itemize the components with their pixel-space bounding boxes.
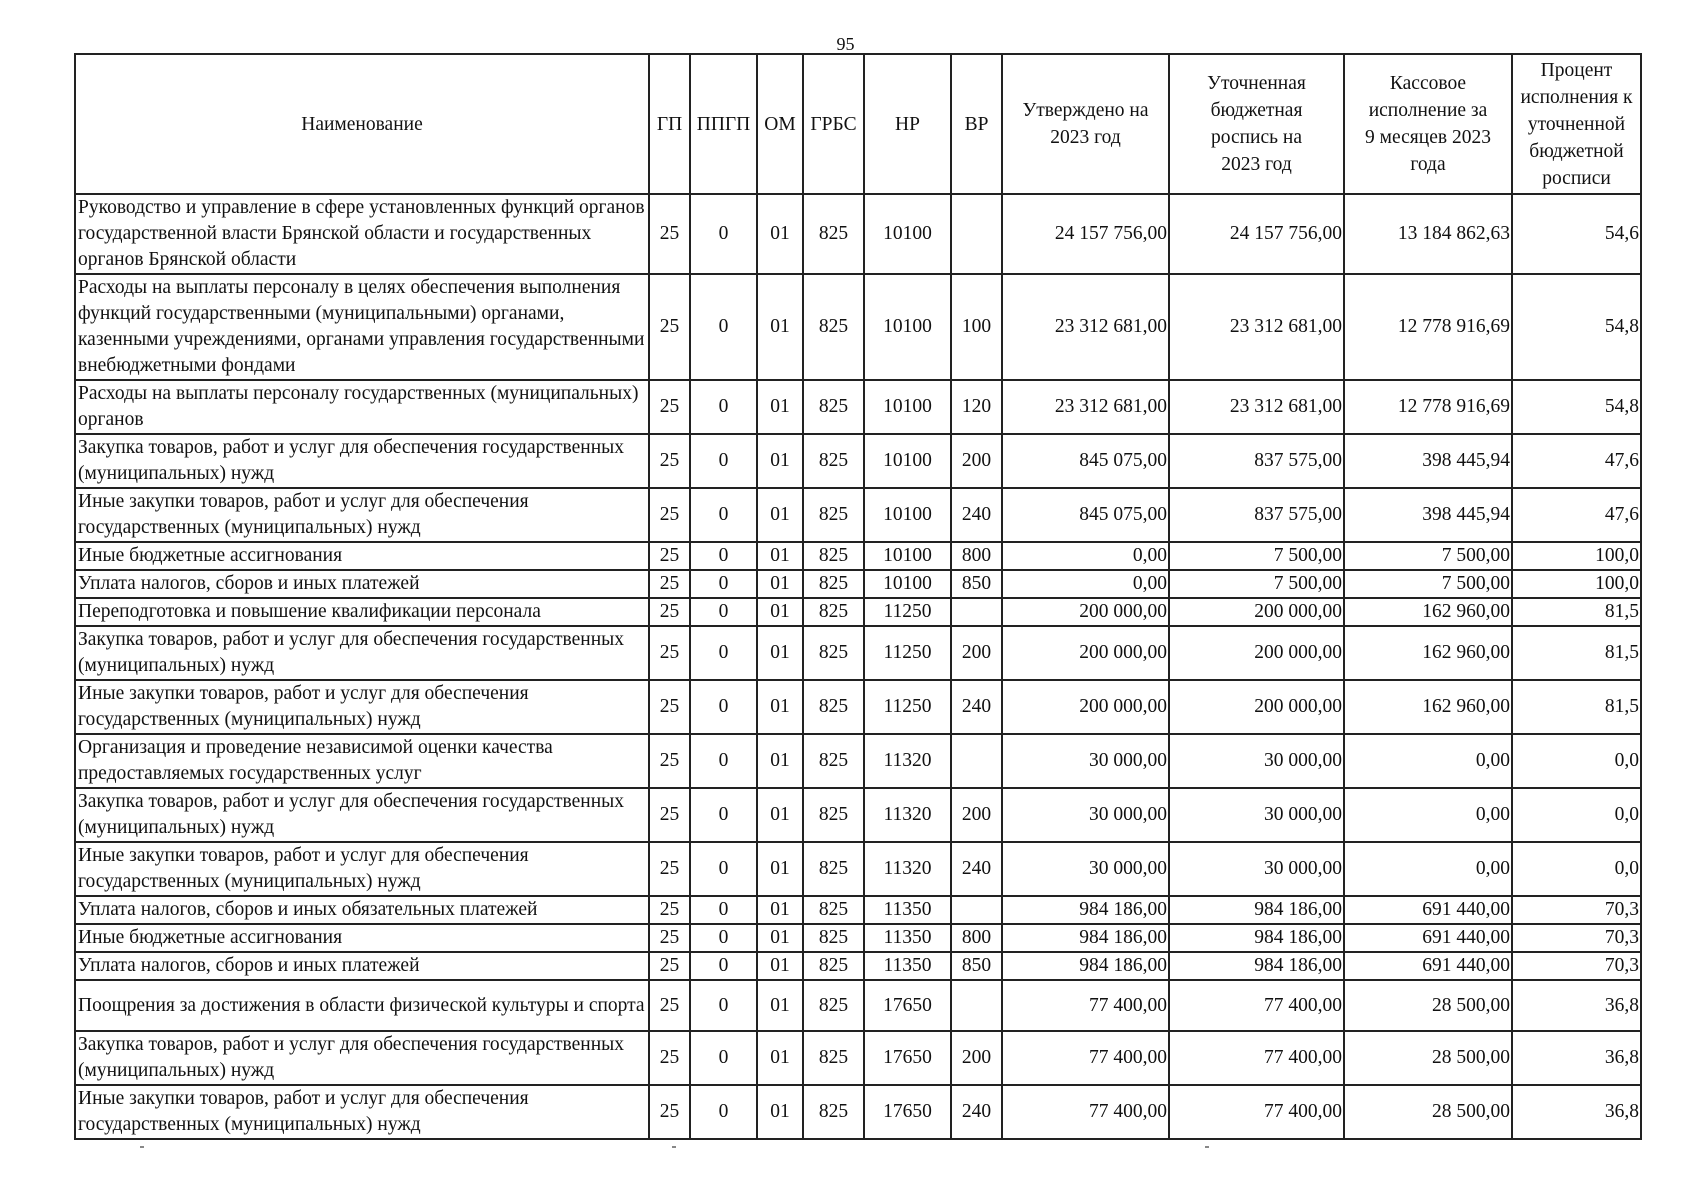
cell-refined: 30 000,00	[1169, 734, 1344, 788]
cell-grbs: 825	[803, 842, 864, 896]
cell-om: 01	[757, 488, 803, 542]
table-row	[75, 598, 1641, 626]
cell-name: Иные бюджетные ассигнования	[75, 924, 649, 952]
cell-name: Закупка товаров, работ и услуг для обеспечения государственных (муниципальных) нужд	[75, 434, 649, 488]
cell-percent: 100,0	[1512, 570, 1641, 598]
cell-percent: 36,8	[1512, 980, 1641, 1031]
cell-refined: 837 575,00	[1169, 488, 1344, 542]
header-ppgp: ППГП	[690, 54, 757, 194]
cell-approved: 984 186,00	[1002, 952, 1169, 980]
table-row	[75, 952, 1641, 980]
cell-gp: 25	[649, 788, 690, 842]
cell-nr: 11350	[864, 924, 951, 952]
cell-ppgp: 0	[690, 380, 757, 434]
cell-om: 01	[757, 842, 803, 896]
table-row	[75, 1085, 1641, 1139]
cell-vr: 200	[951, 1031, 1002, 1085]
table-row	[75, 274, 1641, 380]
cell-grbs: 825	[803, 274, 864, 380]
cell-nr: 10100	[864, 488, 951, 542]
table-row	[75, 734, 1641, 788]
cell-percent: 100,0	[1512, 542, 1641, 570]
cell-name: Уплата налогов, сборов и иных платежей	[75, 570, 649, 598]
cell-gp: 25	[649, 924, 690, 952]
cell-name: Поощрения за достижения в области физической культуры и спорта	[75, 980, 649, 1031]
cell-nr: 10100	[864, 274, 951, 380]
cell-ppgp: 0	[690, 1085, 757, 1139]
cell-cash: 12 778 916,69	[1344, 380, 1512, 434]
cell-vr	[951, 194, 1002, 274]
table-header-row	[75, 54, 1641, 194]
cell-approved: 200 000,00	[1002, 680, 1169, 734]
table-row	[75, 194, 1641, 274]
cell-gp: 25	[649, 542, 690, 570]
cell-name: Расходы на выплаты персоналу в целях обеспечения выполнения функций государственными (муниципальными) органами, казенными учреждениями, органами управления государственными внебюджетными фондами	[75, 274, 649, 380]
cell-om: 01	[757, 1085, 803, 1139]
cell-percent: 54,8	[1512, 380, 1641, 434]
cell-ppgp: 0	[690, 896, 757, 924]
header-refined: Уточненная бюджетная роспись на 2023 год	[1169, 54, 1344, 194]
cell-vr	[951, 896, 1002, 924]
cell-om: 01	[757, 924, 803, 952]
cell-vr: 200	[951, 626, 1002, 680]
cell-percent: 36,8	[1512, 1085, 1641, 1139]
header-vr: ВР	[951, 54, 1002, 194]
cell-percent: 54,6	[1512, 194, 1641, 274]
cell-approved: 845 075,00	[1002, 488, 1169, 542]
header-gp: ГП	[649, 54, 690, 194]
cell-cash: 12 778 916,69	[1344, 274, 1512, 380]
cell-ppgp: 0	[690, 924, 757, 952]
cell-cash: 28 500,00	[1344, 1031, 1512, 1085]
cell-percent: 70,3	[1512, 924, 1641, 952]
cell-approved: 0,00	[1002, 542, 1169, 570]
cell-approved: 23 312 681,00	[1002, 380, 1169, 434]
cell-om: 01	[757, 542, 803, 570]
cell-approved: 30 000,00	[1002, 734, 1169, 788]
cell-gp: 25	[649, 570, 690, 598]
cell-ppgp: 0	[690, 488, 757, 542]
cell-refined: 200 000,00	[1169, 598, 1344, 626]
header-om: ОМ	[757, 54, 803, 194]
cell-om: 01	[757, 1031, 803, 1085]
cell-om: 01	[757, 952, 803, 980]
cell-approved: 984 186,00	[1002, 896, 1169, 924]
cell-cash: 28 500,00	[1344, 1085, 1512, 1139]
cell-om: 01	[757, 734, 803, 788]
cell-gp: 25	[649, 488, 690, 542]
cell-gp: 25	[649, 1085, 690, 1139]
cell-ppgp: 0	[690, 680, 757, 734]
table-row	[75, 980, 1641, 1031]
cell-cash: 691 440,00	[1344, 952, 1512, 980]
cell-om: 01	[757, 980, 803, 1031]
cell-name: Иные бюджетные ассигнования	[75, 542, 649, 570]
cell-om: 01	[757, 274, 803, 380]
cell-name: Переподготовка и повышение квалификации персонала	[75, 598, 649, 626]
cell-gp: 25	[649, 680, 690, 734]
cell-refined: 200 000,00	[1169, 680, 1344, 734]
cell-gp: 25	[649, 1031, 690, 1085]
cell-percent: 81,5	[1512, 598, 1641, 626]
cell-gp: 25	[649, 626, 690, 680]
cell-refined: 30 000,00	[1169, 842, 1344, 896]
cell-cash: 398 445,94	[1344, 488, 1512, 542]
table-row	[75, 626, 1641, 680]
cell-vr: 100	[951, 274, 1002, 380]
cell-nr: 11320	[864, 734, 951, 788]
cell-nr: 11250	[864, 598, 951, 626]
table-row	[75, 924, 1641, 952]
cell-cash: 162 960,00	[1344, 598, 1512, 626]
cell-name: Иные закупки товаров, работ и услуг для обеспечения государственных (муниципальных) нужд	[75, 842, 649, 896]
header-nr: НР	[864, 54, 951, 194]
cell-vr: 200	[951, 788, 1002, 842]
cell-name: Иные закупки товаров, работ и услуг для обеспечения государственных (муниципальных) нужд	[75, 1085, 649, 1139]
cell-name: Руководство и управление в сфере установленных функций органов государственной власти Брянской области и государственных органов Брянской области	[75, 194, 649, 274]
cell-name: Уплата налогов, сборов и иных платежей	[75, 952, 649, 980]
cell-percent: 70,3	[1512, 952, 1641, 980]
cell-vr: 850	[951, 570, 1002, 598]
cell-nr: 17650	[864, 980, 951, 1031]
cell-om: 01	[757, 570, 803, 598]
cell-approved: 200 000,00	[1002, 626, 1169, 680]
cell-gp: 25	[649, 194, 690, 274]
cell-ppgp: 0	[690, 952, 757, 980]
cell-nr: 17650	[864, 1031, 951, 1085]
cell-approved: 77 400,00	[1002, 1085, 1169, 1139]
cell-refined: 77 400,00	[1169, 980, 1344, 1031]
cell-refined: 984 186,00	[1169, 924, 1344, 952]
cell-om: 01	[757, 380, 803, 434]
cell-om: 01	[757, 598, 803, 626]
cell-nr: 17650	[864, 1085, 951, 1139]
cell-gp: 25	[649, 380, 690, 434]
cell-gp: 25	[649, 896, 690, 924]
table-row	[75, 434, 1641, 488]
cell-cash: 0,00	[1344, 842, 1512, 896]
cell-cash: 0,00	[1344, 788, 1512, 842]
cell-refined: 77 400,00	[1169, 1031, 1344, 1085]
cell-refined: 837 575,00	[1169, 434, 1344, 488]
cell-om: 01	[757, 896, 803, 924]
cell-nr: 10100	[864, 434, 951, 488]
cell-percent: 0,0	[1512, 842, 1641, 896]
cell-ppgp: 0	[690, 194, 757, 274]
cell-om: 01	[757, 788, 803, 842]
cell-approved: 24 157 756,00	[1002, 194, 1169, 274]
cell-cash: 28 500,00	[1344, 980, 1512, 1031]
cell-vr: 240	[951, 488, 1002, 542]
cell-grbs: 825	[803, 734, 864, 788]
cell-nr: 10100	[864, 380, 951, 434]
cell-grbs: 825	[803, 488, 864, 542]
cell-cash: 7 500,00	[1344, 542, 1512, 570]
cell-ppgp: 0	[690, 1031, 757, 1085]
cell-nr: 10100	[864, 194, 951, 274]
cell-cash: 691 440,00	[1344, 924, 1512, 952]
cell-gp: 25	[649, 598, 690, 626]
cell-grbs: 825	[803, 194, 864, 274]
cell-cash: 13 184 862,63	[1344, 194, 1512, 274]
cell-gp: 25	[649, 434, 690, 488]
scan-mark	[140, 1146, 144, 1148]
cell-name: Закупка товаров, работ и услуг для обеспечения государственных (муниципальных) нужд	[75, 626, 649, 680]
cell-nr: 11320	[864, 842, 951, 896]
cell-om: 01	[757, 626, 803, 680]
cell-grbs: 825	[803, 952, 864, 980]
cell-cash: 162 960,00	[1344, 680, 1512, 734]
cell-ppgp: 0	[690, 626, 757, 680]
cell-grbs: 825	[803, 1031, 864, 1085]
cell-vr: 120	[951, 380, 1002, 434]
cell-ppgp: 0	[690, 598, 757, 626]
cell-approved: 30 000,00	[1002, 842, 1169, 896]
cell-approved: 845 075,00	[1002, 434, 1169, 488]
cell-approved: 77 400,00	[1002, 1031, 1169, 1085]
cell-percent: 0,0	[1512, 788, 1641, 842]
cell-gp: 25	[649, 952, 690, 980]
cell-approved: 984 186,00	[1002, 924, 1169, 952]
cell-grbs: 825	[803, 680, 864, 734]
budget-table	[74, 53, 1642, 1140]
header-grbs: ГРБС	[803, 54, 864, 194]
cell-refined: 23 312 681,00	[1169, 274, 1344, 380]
table-row	[75, 570, 1641, 598]
cell-percent: 81,5	[1512, 626, 1641, 680]
cell-ppgp: 0	[690, 570, 757, 598]
cell-grbs: 825	[803, 980, 864, 1031]
cell-approved: 30 000,00	[1002, 788, 1169, 842]
cell-cash: 0,00	[1344, 734, 1512, 788]
table-row	[75, 896, 1641, 924]
cell-grbs: 825	[803, 896, 864, 924]
cell-percent: 0,0	[1512, 734, 1641, 788]
cell-cash: 691 440,00	[1344, 896, 1512, 924]
cell-gp: 25	[649, 734, 690, 788]
table-body	[75, 194, 1641, 1139]
cell-vr	[951, 980, 1002, 1031]
cell-refined: 7 500,00	[1169, 542, 1344, 570]
cell-vr: 200	[951, 434, 1002, 488]
header-name: Наименование	[75, 54, 649, 194]
cell-refined: 984 186,00	[1169, 952, 1344, 980]
cell-percent: 47,6	[1512, 434, 1641, 488]
cell-cash: 398 445,94	[1344, 434, 1512, 488]
cell-nr: 11250	[864, 680, 951, 734]
header-percent: Процент исполнения к уточненной бюджетной росписи	[1512, 54, 1641, 194]
cell-grbs: 825	[803, 570, 864, 598]
cell-approved: 0,00	[1002, 570, 1169, 598]
cell-nr: 10100	[864, 570, 951, 598]
cell-name: Иные закупки товаров, работ и услуг для обеспечения государственных (муниципальных) нужд	[75, 488, 649, 542]
cell-cash: 7 500,00	[1344, 570, 1512, 598]
cell-vr: 240	[951, 680, 1002, 734]
cell-refined: 984 186,00	[1169, 896, 1344, 924]
table-row	[75, 488, 1641, 542]
cell-percent: 81,5	[1512, 680, 1641, 734]
cell-grbs: 825	[803, 542, 864, 570]
cell-gp: 25	[649, 842, 690, 896]
cell-nr: 11320	[864, 788, 951, 842]
cell-nr: 11350	[864, 952, 951, 980]
cell-refined: 7 500,00	[1169, 570, 1344, 598]
cell-refined: 24 157 756,00	[1169, 194, 1344, 274]
cell-om: 01	[757, 194, 803, 274]
cell-percent: 36,8	[1512, 1031, 1641, 1085]
cell-ppgp: 0	[690, 788, 757, 842]
cell-refined: 23 312 681,00	[1169, 380, 1344, 434]
cell-refined: 30 000,00	[1169, 788, 1344, 842]
table-row	[75, 1031, 1641, 1085]
cell-ppgp: 0	[690, 274, 757, 380]
cell-gp: 25	[649, 274, 690, 380]
table-row	[75, 380, 1641, 434]
cell-name: Закупка товаров, работ и услуг для обеспечения государственных (муниципальных) нужд	[75, 788, 649, 842]
cell-cash: 162 960,00	[1344, 626, 1512, 680]
cell-ppgp: 0	[690, 542, 757, 570]
cell-grbs: 825	[803, 598, 864, 626]
cell-vr: 800	[951, 542, 1002, 570]
cell-percent: 47,6	[1512, 488, 1641, 542]
cell-name: Организация и проведение независимой оценки качества предоставляемых государственных услуг	[75, 734, 649, 788]
cell-approved: 77 400,00	[1002, 980, 1169, 1031]
cell-ppgp: 0	[690, 842, 757, 896]
cell-vr	[951, 734, 1002, 788]
cell-vr: 850	[951, 952, 1002, 980]
cell-vr: 240	[951, 1085, 1002, 1139]
cell-gp: 25	[649, 980, 690, 1031]
cell-grbs: 825	[803, 434, 864, 488]
cell-approved: 200 000,00	[1002, 598, 1169, 626]
cell-refined: 77 400,00	[1169, 1085, 1344, 1139]
cell-vr: 240	[951, 842, 1002, 896]
cell-grbs: 825	[803, 924, 864, 952]
scan-mark	[672, 1146, 676, 1148]
cell-vr: 800	[951, 924, 1002, 952]
cell-ppgp: 0	[690, 434, 757, 488]
page-number: 95	[836, 34, 855, 54]
cell-nr: 11350	[864, 896, 951, 924]
cell-grbs: 825	[803, 380, 864, 434]
cell-percent: 54,8	[1512, 274, 1641, 380]
cell-om: 01	[757, 434, 803, 488]
cell-grbs: 825	[803, 788, 864, 842]
header-cash: Кассовое исполнение за 9 месяцев 2023 года	[1344, 54, 1512, 194]
cell-om: 01	[757, 680, 803, 734]
cell-approved: 23 312 681,00	[1002, 274, 1169, 380]
header-approved: Утверждено на 2023 год	[1002, 54, 1169, 194]
scan-mark	[1205, 1146, 1209, 1148]
cell-name: Закупка товаров, работ и услуг для обеспечения государственных (муниципальных) нужд	[75, 1031, 649, 1085]
cell-percent: 70,3	[1512, 896, 1641, 924]
cell-nr: 11250	[864, 626, 951, 680]
cell-ppgp: 0	[690, 980, 757, 1031]
table-row	[75, 788, 1641, 842]
cell-name: Иные закупки товаров, работ и услуг для обеспечения государственных (муниципальных) нужд	[75, 680, 649, 734]
cell-grbs: 825	[803, 626, 864, 680]
table-row	[75, 680, 1641, 734]
cell-grbs: 825	[803, 1085, 864, 1139]
cell-name: Расходы на выплаты персоналу государственных (муниципальных) органов	[75, 380, 649, 434]
cell-refined: 200 000,00	[1169, 626, 1344, 680]
table-row	[75, 842, 1641, 896]
cell-vr	[951, 598, 1002, 626]
cell-name: Уплата налогов, сборов и иных обязательных платежей	[75, 896, 649, 924]
table-row	[75, 542, 1641, 570]
cell-ppgp: 0	[690, 734, 757, 788]
cell-nr: 10100	[864, 542, 951, 570]
